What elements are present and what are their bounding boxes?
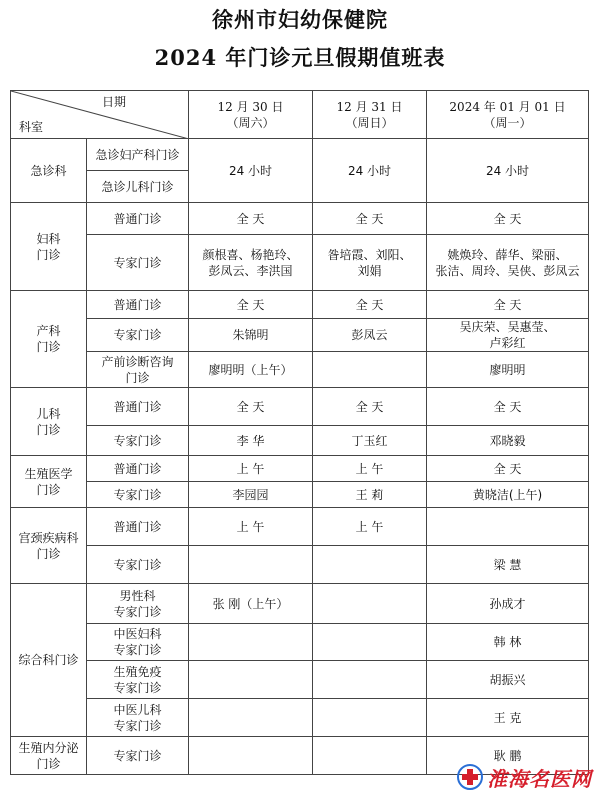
table-row: [11, 291, 589, 319]
duty-cell: 李 华: [189, 426, 313, 456]
doctor-names: 姚焕玲、薛华、梁丽、: [447, 247, 568, 262]
duty-cell: [313, 661, 427, 699]
header-row: [11, 91, 589, 139]
watermark-text: 淮海名医网: [487, 766, 592, 791]
duty-cell: 朱锦明: [189, 319, 313, 352]
duty-cell: [313, 584, 427, 624]
table-row: [11, 661, 589, 699]
duty-cell: [313, 235, 427, 291]
clinic-label: 急诊儿科门诊: [87, 171, 189, 203]
doctor-names: 刘娟: [357, 263, 382, 278]
clinic-label: 专家门诊: [87, 319, 189, 352]
table-row: [11, 235, 589, 291]
duty-cell: 丁玉红: [313, 426, 427, 456]
weekday-label: （周一）: [483, 115, 532, 130]
duty-cell: [313, 737, 427, 775]
duty-cell: 全 天: [189, 388, 313, 426]
duty-cell: [189, 699, 313, 737]
duty-cell: 全 天: [313, 388, 427, 426]
clinic-label: [87, 352, 189, 388]
clinic-label-line: 中医妇科: [113, 627, 162, 641]
duty-cell: 全 天: [427, 388, 589, 426]
clinic-label-line: 专家门诊: [113, 680, 162, 695]
duty-cell: 全 天: [313, 291, 427, 319]
duty-cell: [189, 737, 313, 775]
table-row: [11, 352, 589, 388]
table-row: [11, 508, 589, 546]
duty-cell: 上 午: [313, 508, 427, 546]
duty-cell: 梁 慧: [427, 546, 589, 584]
clinic-label: 普通门诊: [87, 508, 189, 546]
department-reproductive-endocrine: [11, 737, 87, 775]
document-subtitle: 2024 年门诊元旦假期值班表: [154, 45, 446, 70]
date-label: 2024 年 01 月 01 日: [449, 99, 566, 114]
duty-cell: [427, 319, 589, 352]
department-obstetrics: [11, 291, 87, 388]
duty-cell: 张 刚（上午）: [189, 584, 313, 624]
duty-cell: 王 克: [427, 699, 589, 737]
table-row: [11, 388, 589, 426]
department-emergency: 急诊科: [11, 139, 87, 203]
table-row: [11, 482, 589, 508]
clinic-label: 专家门诊: [87, 737, 189, 775]
table-row: [11, 456, 589, 482]
clinic-label: 普通门诊: [87, 388, 189, 426]
duty-cell: 全 天: [313, 203, 427, 235]
duty-cell: [189, 624, 313, 661]
clinic-label-line: 门诊: [125, 370, 150, 385]
clinic-label-line: 专家门诊: [113, 718, 162, 733]
duty-cell: 韩 林: [427, 624, 589, 661]
doctor-names: 颜根喜、杨艳玲、: [202, 247, 299, 262]
duty-roster-table: [10, 90, 589, 775]
date-label: 12 月 31 日: [336, 99, 403, 114]
doctor-names: 昝培霞、刘阳、: [327, 247, 412, 262]
clinic-label: [87, 661, 189, 699]
department-name: 产科门诊: [36, 324, 61, 354]
department-name: 生殖医学门诊: [24, 466, 73, 497]
duty-cell: 黄晓洁(上午): [427, 482, 589, 508]
clinic-label-line: 中医儿科: [113, 702, 162, 717]
duty-cell: [313, 624, 427, 661]
clinic-label: [87, 699, 189, 737]
doctor-names: 卢彩红: [489, 336, 526, 350]
corner-date-label: 日期: [101, 95, 126, 109]
duty-cell: 彭凤云: [313, 319, 427, 352]
duty-cell: [313, 352, 427, 388]
weekday-label: （周六）: [226, 115, 275, 130]
document-title: 徐州市妇幼保健院: [212, 7, 388, 32]
duty-cell: 全 天: [427, 291, 589, 319]
clinic-label: [87, 624, 189, 661]
clinic-label: 普通门诊: [87, 291, 189, 319]
table-row: [11, 319, 589, 352]
table-row: [11, 699, 589, 737]
clinic-label: [87, 584, 189, 624]
date-header-1: [189, 91, 313, 139]
duty-cell: [189, 661, 313, 699]
duty-cell: [427, 508, 589, 546]
duty-cell: [189, 546, 313, 584]
department-cervical-disease: [11, 508, 87, 584]
duty-cell: 胡振兴: [427, 661, 589, 699]
duty-cell: 孙成才: [427, 584, 589, 624]
duty-cell: 24 小时: [313, 139, 427, 203]
clinic-label: 普通门诊: [87, 456, 189, 482]
duty-cell: 24 小时: [427, 139, 589, 203]
clinic-label: 专家门诊: [87, 546, 189, 584]
duty-cell: 全 天: [189, 203, 313, 235]
corner-department-label: 科室: [19, 120, 44, 134]
duty-cell: 全 天: [427, 456, 589, 482]
table-row: [11, 426, 589, 456]
date-header-2: [313, 91, 427, 139]
duty-cell: 上 午: [313, 456, 427, 482]
duty-cell: [313, 699, 427, 737]
duty-cell: [427, 235, 589, 291]
department-name: 妇科门诊: [36, 231, 61, 262]
duty-cell: 全 天: [427, 203, 589, 235]
medical-cross-logo-icon: [457, 764, 483, 790]
date-header-3: [427, 91, 589, 139]
doctor-names: 张洁、周玲、吴侠、彭凤云: [435, 263, 580, 278]
site-watermark: [457, 762, 592, 792]
department-reproductive-medicine: [11, 456, 87, 508]
weekday-label: （周日）: [345, 115, 394, 130]
department-general-clinic: 综合科门诊: [11, 584, 87, 737]
duty-cell: [189, 235, 313, 291]
duty-cell: 廖明明: [427, 352, 589, 388]
duty-cell: 李园园: [189, 482, 313, 508]
date-label: 12 月 30 日: [217, 99, 284, 114]
clinic-label-line: 男性科: [119, 588, 156, 603]
corner-header-cell: [11, 91, 189, 139]
duty-cell: 上 午: [189, 456, 313, 482]
clinic-label: 专家门诊: [87, 235, 189, 291]
department-name: 生殖内分泌门诊: [18, 740, 79, 771]
department-pediatrics: [11, 388, 87, 456]
clinic-label-line: 生殖免疫: [113, 664, 162, 679]
clinic-label: 专家门诊: [87, 482, 189, 508]
duty-cell: 全 天: [189, 291, 313, 319]
duty-cell: [313, 546, 427, 584]
doctor-names: 彭凤云、李洪国: [208, 263, 293, 278]
doctor-names: 吴庆荣、吴惠莹、: [459, 320, 556, 334]
duty-cell: 耿 鹏: [427, 737, 589, 775]
clinic-label-line: 专家门诊: [113, 604, 162, 619]
duty-cell: 王 莉: [313, 482, 427, 508]
table-row: [11, 203, 589, 235]
clinic-label: 普通门诊: [87, 203, 189, 235]
table-row: [11, 584, 589, 624]
table-row: [11, 139, 589, 171]
department-name: 儿科门诊: [36, 406, 61, 437]
table-row: [11, 546, 589, 584]
duty-cell: 邓晓毅: [427, 426, 589, 456]
clinic-label: 专家门诊: [87, 426, 189, 456]
duty-cell: 廖明明（上午）: [189, 352, 313, 388]
duty-cell: 上 午: [189, 508, 313, 546]
table-row: [11, 624, 589, 661]
clinic-label: 急诊妇产科门诊: [87, 139, 189, 171]
duty-cell: 24 小时: [189, 139, 313, 203]
clinic-label-line: 产前诊断咨询: [101, 354, 174, 369]
department-name: 宫颈疾病科门诊: [18, 530, 79, 561]
clinic-label-line: 专家门诊: [113, 643, 162, 657]
department-gynecology: [11, 203, 87, 291]
